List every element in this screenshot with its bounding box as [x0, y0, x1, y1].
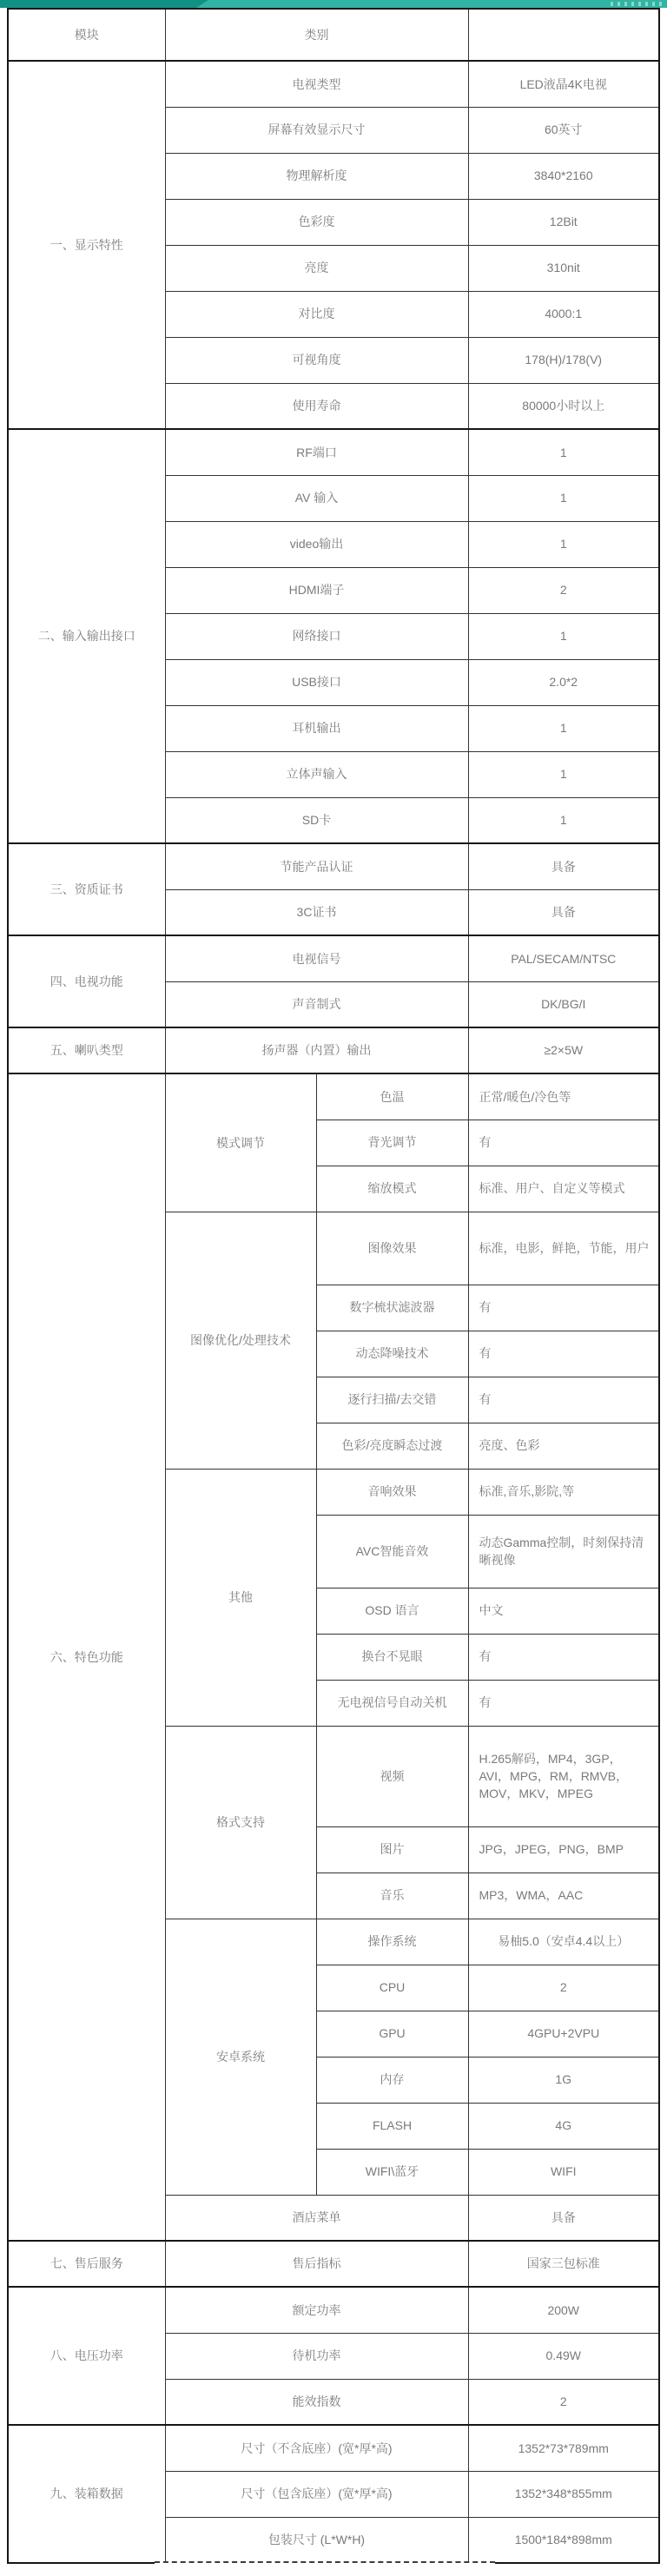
- value-cell: 2: [468, 1965, 659, 2011]
- table-row: [8, 1027, 659, 1073]
- value-cell: DK/BG/I: [468, 981, 659, 1027]
- spec-table-body: [8, 61, 659, 2563]
- category-cell: 电视信号: [165, 935, 468, 981]
- category-cell: 额定功率: [165, 2287, 468, 2333]
- value-cell: 1: [468, 429, 659, 475]
- value-cell: 具备: [468, 843, 659, 889]
- value-cell: H.265解码，MP4，3GP，AVI，MPG，RM，RMVB，MOV，MKV，MPEG: [468, 1726, 659, 1826]
- value-cell: 有: [468, 1120, 659, 1166]
- category-cell: HDMI端子: [165, 567, 468, 613]
- category-cell: 色彩/亮度瞬态过渡: [316, 1423, 468, 1469]
- module-cell: 七、售后服务: [8, 2241, 165, 2287]
- value-cell: 1: [468, 521, 659, 567]
- value-cell: 0.49W: [468, 2333, 659, 2379]
- value-cell: 4000:1: [468, 291, 659, 337]
- category-cell: 物理解析度: [165, 153, 468, 199]
- category-cell: 音响效果: [316, 1469, 468, 1515]
- value-cell: 12Bit: [468, 199, 659, 245]
- value-cell: 3840*2160: [468, 153, 659, 199]
- value-cell: 2: [468, 2379, 659, 2425]
- category-cell: 图片: [316, 1826, 468, 1873]
- module-cell: 九、装箱数据: [8, 2425, 165, 2563]
- value-cell: 有: [468, 1331, 659, 1377]
- table-row: [8, 935, 659, 981]
- table-row: [8, 429, 659, 475]
- value-cell: 标准，电影，鲜艳，节能，用户: [468, 1212, 659, 1285]
- category-cell: OSD 语言: [316, 1588, 468, 1634]
- category-cell: 逐行扫描/去交错: [316, 1377, 468, 1423]
- accent-bar-dark-segment: [0, 0, 208, 8]
- value-cell: 1352*348*855mm: [468, 2471, 659, 2517]
- value-cell: 310nit: [468, 245, 659, 291]
- category-cell: 尺寸（包含底座）(宽*厚*高): [165, 2471, 468, 2517]
- category-cell: 音乐: [316, 1873, 468, 1919]
- category-cell: 节能产品认证: [165, 843, 468, 889]
- value-cell: 4G: [468, 2103, 659, 2149]
- category-cell: 亮度: [165, 245, 468, 291]
- group-cell: 模式调节: [165, 1073, 316, 1212]
- category-cell: AVC智能音效: [316, 1515, 468, 1588]
- value-cell: 1G: [468, 2057, 659, 2103]
- category-cell: WIFI\蓝牙: [316, 2149, 468, 2195]
- group-cell: 其他: [165, 1469, 316, 1726]
- category-cell: GPU: [316, 2011, 468, 2057]
- category-cell: 电视类型: [165, 61, 468, 107]
- category-cell: 换台不晃眼: [316, 1634, 468, 1680]
- category-cell: 色温: [316, 1073, 468, 1120]
- value-cell: 有: [468, 1377, 659, 1423]
- category-cell: 包装尺寸 (L*W*H): [165, 2517, 468, 2563]
- category-cell: 网络接口: [165, 613, 468, 659]
- value-cell: 国家三包标准: [468, 2241, 659, 2287]
- module-cell: 五、喇叭类型: [8, 1027, 165, 1073]
- value-cell: 标准、用户、自定义等模式: [468, 1166, 659, 1212]
- value-cell: 易柚5.0（安卓4.4以上）: [468, 1919, 659, 1965]
- category-cell: CPU: [316, 1965, 468, 2011]
- value-cell: 1: [468, 613, 659, 659]
- header-module-cell: 模块: [8, 9, 165, 61]
- category-cell: 可视角度: [165, 337, 468, 383]
- category-cell: 立体声输入: [165, 751, 468, 797]
- value-cell: 具备: [468, 889, 659, 935]
- value-cell: JPG，JPEG，PNG，BMP: [468, 1826, 659, 1873]
- category-cell: 声音制式: [165, 981, 468, 1027]
- value-cell: 80000小时以上: [468, 383, 659, 429]
- value-cell: 1352*73*789mm: [468, 2425, 659, 2471]
- module-cell: 八、电压功率: [8, 2287, 165, 2425]
- category-cell: 待机功率: [165, 2333, 468, 2379]
- value-cell: 1500*184*898mm: [468, 2517, 659, 2563]
- table-row: [8, 1073, 659, 1120]
- header-row: [8, 9, 659, 61]
- value-cell: 有: [468, 1680, 659, 1726]
- value-cell: PAL/SECAM/NTSC: [468, 935, 659, 981]
- value-cell: 2: [468, 567, 659, 613]
- module-cell: 四、电视功能: [8, 935, 165, 1027]
- group-cell: 安卓系统: [165, 1919, 316, 2195]
- category-cell: SD卡: [165, 797, 468, 843]
- value-cell: WIFI: [468, 2149, 659, 2195]
- category-cell: 数字梳状滤波器: [316, 1285, 468, 1331]
- value-cell: 正常/暖色/冷色等: [468, 1073, 659, 1120]
- value-cell: 有: [468, 1634, 659, 1680]
- value-cell: 200W: [468, 2287, 659, 2333]
- table-row: [8, 61, 659, 107]
- category-cell: 缩放模式: [316, 1166, 468, 1212]
- category-cell: 扬声器（内置）输出: [165, 1027, 468, 1073]
- table-row: [8, 2287, 659, 2333]
- header-category-cell: 类别: [165, 9, 468, 61]
- category-cell: 耳机输出: [165, 705, 468, 751]
- category-cell: 图像效果: [316, 1212, 468, 1285]
- value-cell: 中文: [468, 1588, 659, 1634]
- value-cell: LED液晶4K电视: [468, 61, 659, 107]
- category-cell: 能效指数: [165, 2379, 468, 2425]
- value-cell: 178(H)/178(V): [468, 337, 659, 383]
- category-cell: 背光调节: [316, 1120, 468, 1166]
- table-row: [8, 2241, 659, 2287]
- value-cell: 1: [468, 797, 659, 843]
- category-cell: USB接口: [165, 659, 468, 705]
- value-cell: MP3，WMA，AAC: [468, 1873, 659, 1919]
- category-cell: FLASH: [316, 2103, 468, 2149]
- table-row: [8, 2425, 659, 2471]
- table-row: [8, 843, 659, 889]
- category-cell: RF端口: [165, 429, 468, 475]
- value-cell: 1: [468, 751, 659, 797]
- module-cell: 二、输入输出接口: [8, 429, 165, 843]
- category-cell: 操作系统: [316, 1919, 468, 1965]
- module-cell: 六、特色功能: [8, 1073, 165, 2241]
- category-cell: 无电视信号自动关机: [316, 1680, 468, 1726]
- module-cell: 三、资质证书: [8, 843, 165, 935]
- accent-bar-specks: [611, 2, 664, 6]
- category-cell: video输出: [165, 521, 468, 567]
- category-cell: 售后指标: [165, 2241, 468, 2287]
- group-cell: 图像优化/处理技术: [165, 1212, 316, 1469]
- value-cell: 亮度、色彩: [468, 1423, 659, 1469]
- category-cell: 内存: [316, 2057, 468, 2103]
- header-value-cell: [468, 9, 659, 61]
- category-cell: 屏幕有效显示尺寸: [165, 107, 468, 153]
- value-cell: 4GPU+2VPU: [468, 2011, 659, 2057]
- category-cell: 色彩度: [165, 199, 468, 245]
- category-cell: 尺寸（不含底座）(宽*厚*高): [165, 2425, 468, 2471]
- category-cell: AV 输入: [165, 475, 468, 521]
- category-cell: 酒店菜单: [165, 2195, 468, 2241]
- module-cell: 一、显示特性: [8, 61, 165, 429]
- value-cell: 1: [468, 705, 659, 751]
- group-cell: 格式支持: [165, 1726, 316, 1919]
- value-cell: 有: [468, 1285, 659, 1331]
- value-cell: 具备: [468, 2195, 659, 2241]
- value-cell: 动态Gamma控制，时刻保持清晰视像: [468, 1515, 659, 1588]
- value-cell: 1: [468, 475, 659, 521]
- value-cell: ≥2×5W: [468, 1027, 659, 1073]
- category-cell: 使用寿命: [165, 383, 468, 429]
- category-cell: 动态降噪技术: [316, 1331, 468, 1377]
- spec-table: [7, 8, 660, 2564]
- value-cell: 标准,音乐,影院,等: [468, 1469, 659, 1515]
- value-cell: 2.0*2: [468, 659, 659, 705]
- value-cell: 60英寸: [468, 107, 659, 153]
- header-accent-bar: [0, 0, 667, 8]
- category-cell: 对比度: [165, 291, 468, 337]
- category-cell: 视频: [316, 1726, 468, 1826]
- category-cell: 3C证书: [165, 889, 468, 935]
